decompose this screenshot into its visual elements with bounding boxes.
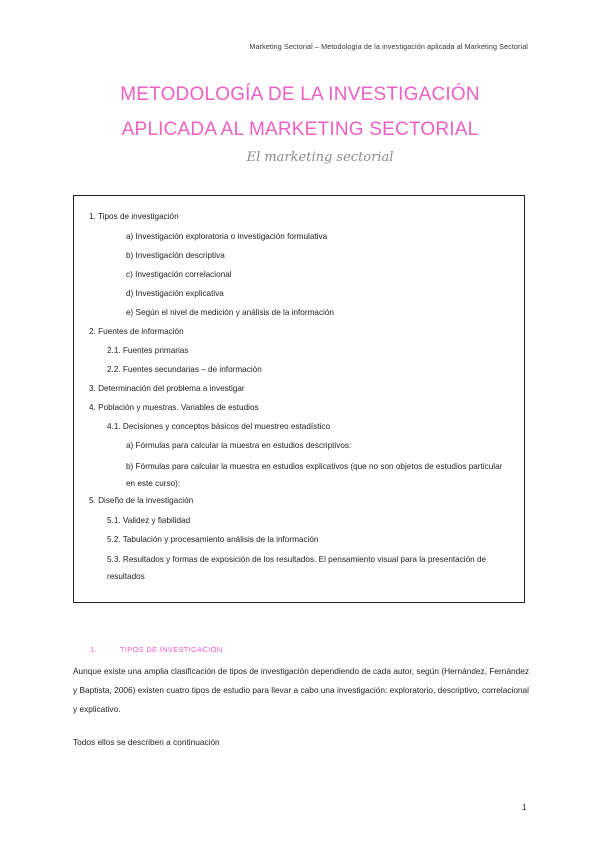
body-paragraph: Aunque existe una amplia clasificación de tipos de investigación dependiendo de cada autor, según (Hernández, Fernández y Baptista, 2006) existen cuatro tipos de estudio para llevar a cabo una investigación: exploratorio, descriptivo, correlacional y explicativo.: [73, 666, 529, 714]
document-subtitle: El marketing sectorial: [246, 150, 394, 165]
toc-item[interactable]: 1. Tipos de investigación: [89, 212, 179, 221]
body-note: Todos ellos se describen a continuación: [73, 737, 220, 747]
toc-item[interactable]: 5.2. Tabulación y procesamiento análisis de la información: [107, 535, 319, 544]
toc-item[interactable]: 5.1. Validez y fiabilidad: [107, 516, 191, 525]
toc-item[interactable]: 3. Determinación del problema a investigar: [89, 384, 245, 393]
page-number: 1: [522, 803, 527, 812]
toc-item[interactable]: 4. Población y muestras. Variables de estudios: [89, 403, 259, 412]
running-header: Marketing Sectorial – Metodología de la investigación aplicada al Marketing Sectorial: [249, 42, 528, 51]
table-of-contents: [73, 195, 525, 603]
section-title: TIPOS DE INVESTIGACIÓN: [120, 645, 223, 654]
toc-item[interactable]: 4.1. Decisiones y conceptos básicos del muestreo estadístico: [107, 422, 330, 431]
toc-item[interactable]: 2. Fuentes de información: [89, 327, 184, 336]
document-title-line-2: APLICADA AL MARKETING SECTORIAL: [121, 119, 479, 140]
toc-item[interactable]: d) Investigación explicativa: [126, 289, 224, 298]
toc-item[interactable]: 2.2. Fuentes secundarias – de información: [107, 365, 262, 374]
toc-item[interactable]: 2.1. Fuentes primarias: [107, 346, 189, 355]
document-title-line-1: METODOLOGÍA DE LA INVESTIGACIÓN: [120, 84, 480, 105]
toc-item[interactable]: c) Investigación correlacional: [126, 270, 232, 279]
toc-item[interactable]: e) Según el nivel de medición y análisis de la información: [126, 308, 334, 317]
section-number: 1.: [90, 645, 97, 654]
toc-item[interactable]: 5. Diseño de la investigación: [89, 496, 194, 505]
toc-item[interactable]: a) Investigación exploratoria o investigación formulativa: [126, 232, 328, 241]
toc-item[interactable]: b) Fórmulas para calcular la muestra en estudios explicativos (que no son objetos de estudios particular en este curso):: [126, 462, 503, 488]
toc-item[interactable]: b) Investigación descriptiva: [126, 251, 225, 260]
toc-item[interactable]: a) Fórmulas para calcular la muestra en estudios descriptivos:: [126, 441, 352, 450]
section-heading: [90, 645, 222, 654]
toc-item[interactable]: 5.3. Resultados y formas de exposición de los resultados. El pensamiento visual para la presentación de resultados: [107, 555, 487, 581]
